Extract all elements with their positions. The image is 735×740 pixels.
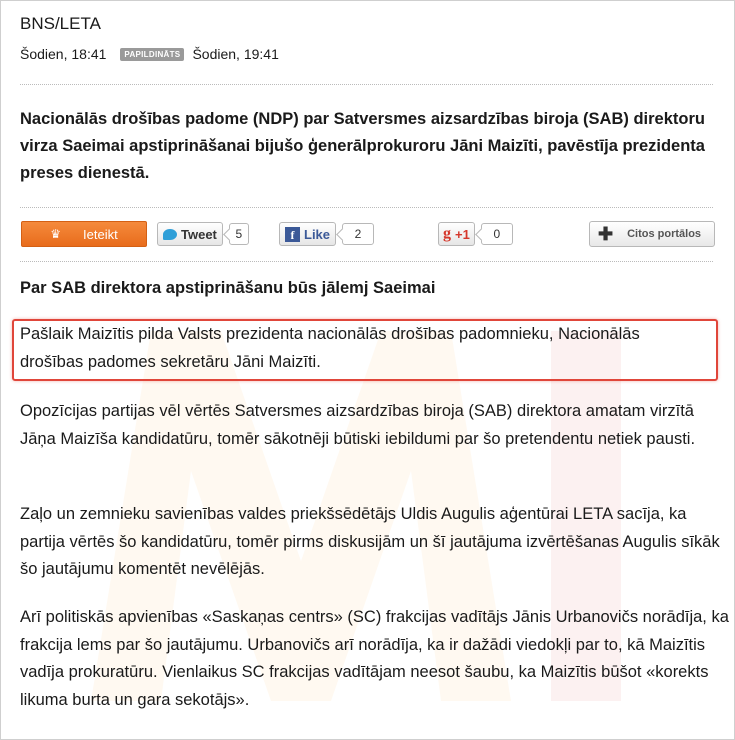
gplus-widget: [438, 221, 513, 247]
updated-badge: PAPILDINĀTS: [120, 48, 184, 61]
recommend-icon: ♛: [50, 227, 62, 241]
other-portals-label: Citos portālos: [627, 228, 702, 240]
like-button[interactable]: [279, 222, 336, 246]
updated-time: Šodien, 19:41: [192, 46, 279, 62]
twitter-bird-icon: [163, 229, 177, 240]
article-lead: Nacionālās drošības padome (NDP) par Satversmes aizsardzības biroja (SAB) direktoru virza Saeimai apstiprināšanai bijušo ģenerālprokuroru Jāni Maizīti, pavēstīja prezidenta preses dienestā.: [20, 110, 705, 182]
article-paragraph: Arī politiskās apvienības «Saskaņas centrs» (SC) frakcijas vadītājs Jānis Urbanovičs norādīja, ka frakcija lems par šo jautājumu. Urbanovičs arī norādīja, ka ir dažādi viedokļi par to, kā Maizītis vadīja prokuratūru. Vienlaikus SC frakcijas vadītājam neesot šaubu, ka Maizītis būšot «korekts likuma burta un gara sekotājs».: [20, 608, 729, 709]
gplus-count: 0: [481, 223, 513, 245]
other-portals-button[interactable]: [589, 221, 715, 247]
article-source: BNS/LETA: [20, 14, 101, 33]
published-time: Šodien, 18:41: [20, 46, 107, 62]
article-subheading: Par SAB direktora apstiprināšanu būs jālemj Saeimai: [20, 279, 436, 297]
divider: [20, 207, 713, 208]
gplus-label: +1: [455, 226, 470, 242]
like-count: 2: [342, 223, 374, 245]
like-widget: [279, 221, 374, 247]
facebook-icon: f: [285, 227, 300, 242]
article-paragraph: Opozīcijas partijas vēl vērtēs Satversmes aizsardzības biroja (SAB) direktora amatam virzītā Jāņa Maizīša kandidatūru, tomēr sākotnēji būtiski iebildumi par šo pretendentu netiek pausti.: [20, 402, 696, 448]
tweet-label: Tweet: [181, 226, 217, 242]
article-paragraph: Zaļo un zemnieku savienības valdes priekšsēdētājs Uldis Augulis aģentūrai LETA sacīja, ka partija vērtēs šo kandidatūru, tomēr pirms diskusijām un šī jautājuma izvērtēšanas Augulis sīkāk šo jautājumu komentēt nevēlējās.: [20, 505, 720, 578]
divider: [20, 84, 713, 85]
recommend-label: Ieteikt: [83, 226, 118, 242]
tweet-widget: [157, 221, 249, 247]
highlighted-paragraph: Pašlaik Maizītis pilda Valsts prezidenta nacionālās drošības padomnieku, Nacionālās drošības padomes sekretāru Jāni Maizīti.: [20, 325, 640, 371]
tweet-count: 5: [229, 223, 249, 245]
gplus-button[interactable]: [438, 222, 475, 246]
like-label: Like: [304, 226, 331, 242]
recommend-button[interactable]: [21, 221, 147, 247]
article-timestamps: [20, 46, 279, 62]
google-plus-icon: g: [443, 225, 451, 242]
divider: [20, 261, 713, 262]
plus-icon: ✚: [598, 223, 614, 244]
tweet-button[interactable]: [157, 222, 223, 246]
